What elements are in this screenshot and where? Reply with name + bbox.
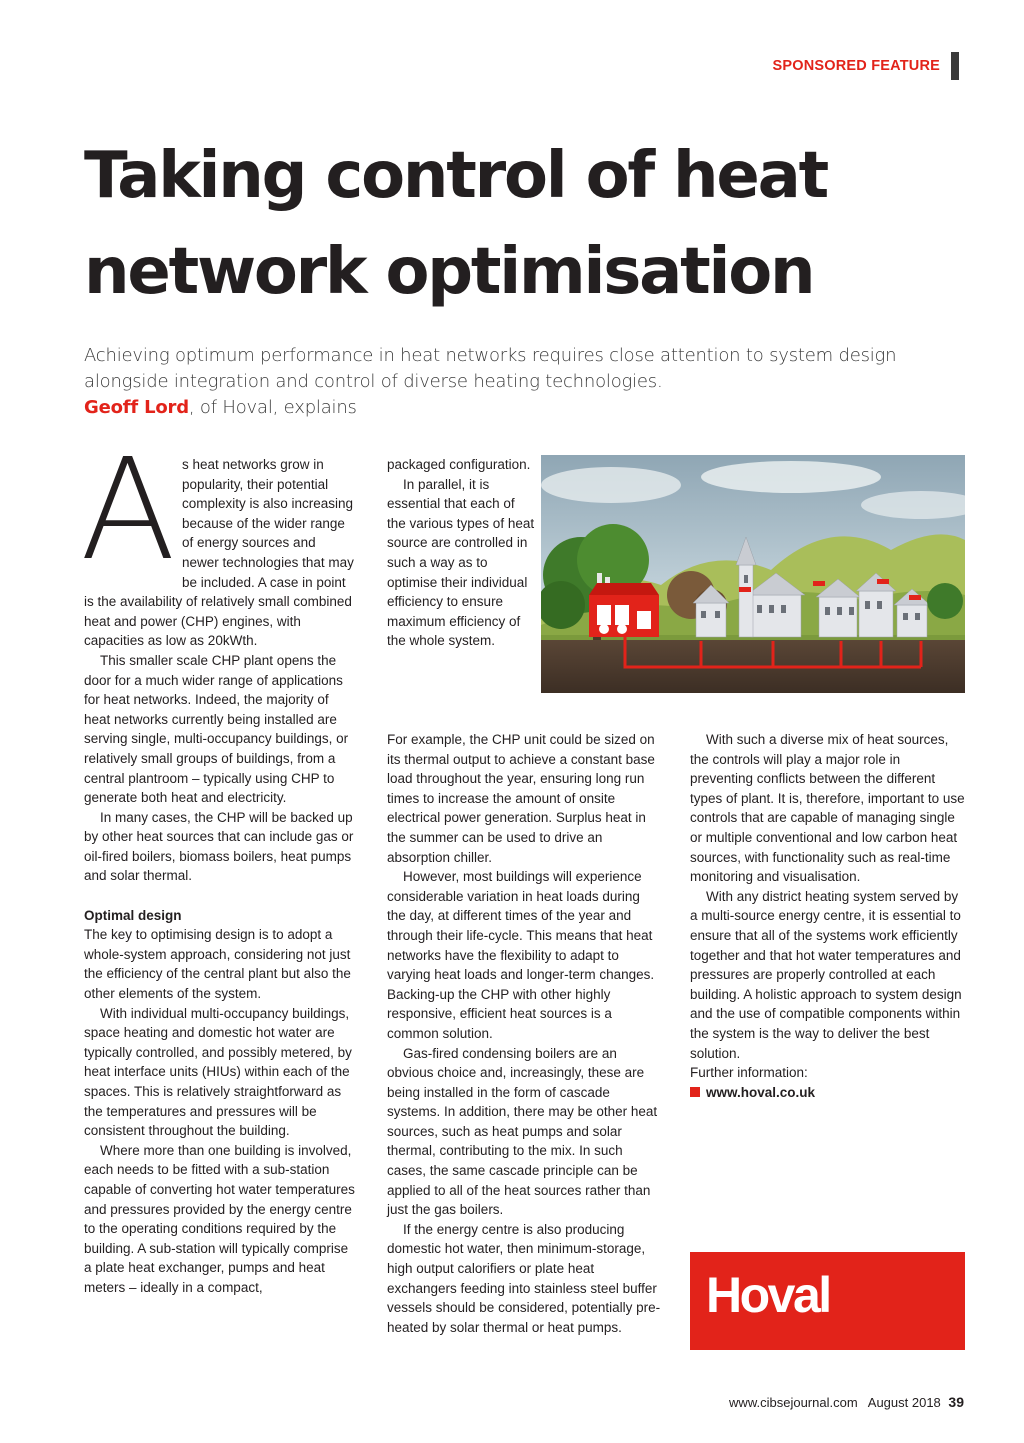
body-paragraph: For example, the CHP unit could be sized on its thermal output to achieve a constant base load throughout the year, ensuring long run times to increase the amount of onsite electrical power generation. Surplus heat in the summer can be used to drive an absorption chiller. [387, 732, 655, 865]
article-headline: Taking control of heat network optimisation [84, 139, 828, 309]
drop-cap: A [80, 429, 176, 592]
body-paragraph: The key to optimising design is to adopt a whole-system approach, considering not just the efficiency of the central plant but also the other elements of the system. [84, 927, 351, 1002]
opening-paragraph [80, 429, 356, 651]
body-column-3 [690, 730, 965, 1102]
body-paragraph: If the energy centre is also producing domestic hot water, then minimum-storage, high output calorifiers or plate heat exchangers feeding into stainless steel buffer vessels should be considered, potentially pre-heated by solar thermal or heat pumps. [387, 1221, 661, 1335]
footer-date: August 2018 [867, 1395, 941, 1410]
heat-network-scene-graphic [541, 455, 965, 693]
page-footer [729, 1394, 964, 1410]
further-info-link-line [690, 1083, 965, 1103]
sponsored-marker-bar [951, 52, 959, 80]
body-paragraph: Where more than one building is involved, each needs to be fitted with a sub-station capable of converting hot water temperatures and pressures provided by the energy centre to the operating conditions required by the building. A sub-station will typically comprise a plate heat exchanger, pumps and heat meters – ideally in a compact, [84, 1142, 355, 1295]
body-column-2 [387, 730, 661, 1337]
footer-website: www.cibsejournal.com [729, 1395, 858, 1410]
hoval-website-link[interactable]: www.hoval.co.uk [706, 1084, 816, 1100]
body-paragraph: This smaller scale CHP plant opens the door for a much wider range of applications for heat networks. Indeed, the majority of heat networks currently being installed are serving single, multi-occupancy buildings, or relatively small groups of buildings, from a central plantroom – typically using CHP to generate both heat and electricity. [84, 652, 349, 806]
sponsored-feature-label: SPONSORED FEATURE [772, 58, 940, 74]
subheading-optimal-design: Optimal design [84, 907, 182, 923]
body-paragraph: With such a diverse mix of heat sources, the controls will play a major role in preventing conflicts between the different types of plant. It is, therefore, important to use controls that are capable of managing single or multiple conventional and low carbon heat sources, with functionality such as real-time monitoring and visualisation. [690, 732, 965, 885]
author-suffix: , of Hoval, explains [188, 397, 357, 418]
page-number: 39 [948, 1394, 964, 1410]
further-info-label: Further information: [690, 1065, 808, 1081]
body-paragraph: In parallel, it is essential that each of the various types of heat source are controlled in such a way as to optimise their individual efficiency to ensure maximum efficiency of the whole system. [387, 476, 535, 649]
body-paragraph: With any district heating system served by a multi-source energy centre, it is essential to ensure that all of the systems work efficiently together and that hot water temperatures and pressures are properly controlled at each building. A holistic approach to system design and the use of compatible components within the system is the way to deliver the best solution. [690, 888, 962, 1061]
standfirst-text: Achieving optimum performance in heat networks requires close attention to system design alongside integration and control of diverse heating technologies. [84, 345, 897, 392]
body-paragraph: Gas-fired condensing boilers are an obvious choice and, increasingly, these are being installed in the form of cascade systems. In addition, there may be other heat sources, such as heat pumps and solar thermal, contributing to the mix. In such cases, the same cascade principle can be applied to all of the heat sources rather than just the gas boilers. [387, 1045, 658, 1218]
hoval-logo-box [690, 1252, 965, 1350]
hoval-logo-text: Hoval [706, 1267, 830, 1323]
red-square-bullet [690, 1087, 700, 1097]
body-paragraph: However, most buildings will experience considerable variation in heat loads during the day, at different times of the year and through their life-cycle. This means that heat networks have the flexibility to adapt to varying heat loads and longer-term changes. Backing-up the CHP with other highly responsive, efficient heat sources is a common solution. [387, 869, 655, 1041]
heat-network-illustration [541, 455, 965, 693]
body-column-1 [80, 429, 356, 1298]
body-column-2-top [387, 455, 537, 651]
article-standfirst [84, 343, 964, 421]
body-paragraph: With individual multi-occupancy buildings, space heating and domestic hot water are typically controlled, and possibly metered, by heat interface units (HIUs) within each of the spaces. This is relatively straightforward as the temperatures and pressures will be consistent throughout the building. [84, 1005, 352, 1139]
opening-paragraph-text: s heat networks grow in popularity, their potential complexity is also increasing because of the wider range of energy sources and newer technologies that may be included. A case in point is the availability of relatively small combined heat and power (CHP) engines, with capacities as low as 20kWth. [84, 457, 354, 649]
author-name: Geoff Lord [84, 397, 189, 418]
body-paragraph: In many cases, the CHP will be backed up by other heat sources that can include gas or oil-fired boilers, biomass boilers, heat pumps and solar thermal. [84, 809, 354, 884]
body-paragraph: packaged configuration. [387, 457, 531, 472]
